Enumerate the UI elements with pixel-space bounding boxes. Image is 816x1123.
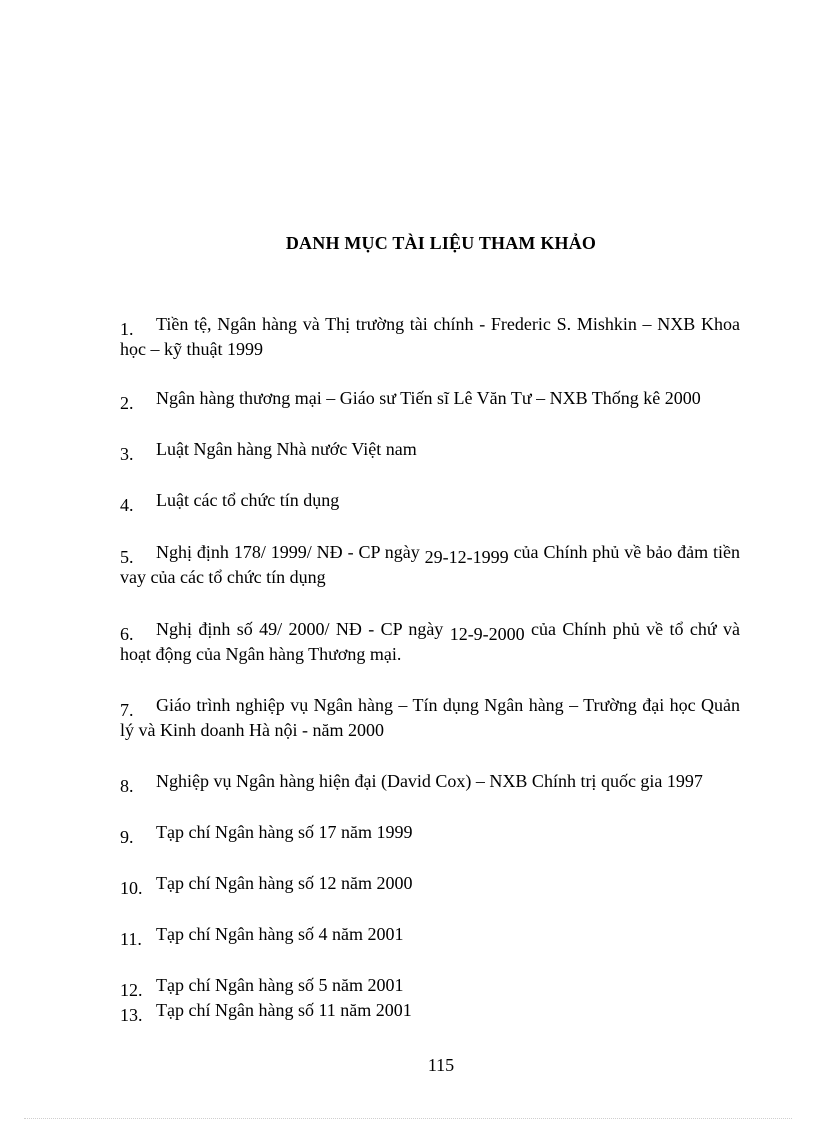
reference-item	[120, 488, 740, 513]
reference-text: Tạp chí Ngân hàng số 11 năm 2001	[156, 1000, 412, 1020]
reference-item	[120, 693, 740, 743]
reference-number: 7.	[120, 700, 134, 720]
reference-number: 9.	[120, 827, 134, 847]
reference-item	[120, 998, 740, 1023]
reference-date: 12-9-2000	[449, 624, 525, 644]
reference-item	[120, 871, 740, 896]
reference-number: 5.	[120, 547, 134, 567]
reference-text-start: Nghị định số 49/ 2000/ NĐ - CP ngày	[156, 619, 450, 639]
reference-item	[120, 769, 740, 794]
reference-number: 1.	[120, 319, 134, 339]
reference-item	[120, 437, 740, 462]
reference-number: 8.	[120, 776, 134, 796]
reference-text: Giáo trình nghiệp vụ Ngân hàng – Tín dụng Ngân hàng – Trường đại học Quản lý và Kinh doanh Hà nội - năm 2000	[120, 695, 740, 740]
reference-number: 10.	[120, 878, 143, 898]
reference-number: 2.	[120, 393, 134, 413]
reference-text-start: Nghị định 178/ 1999/ NĐ - CP ngày	[156, 542, 425, 562]
reference-text-end: của Chính phủ về tổ chứ và hoạt động của Ngân hàng Thương mại.	[120, 619, 740, 664]
reference-text: Tạp chí Ngân hàng số 17 năm 1999	[156, 822, 413, 842]
reference-item	[120, 312, 740, 362]
reference-text: Tạp chí Ngân hàng số 12 năm 2000	[156, 873, 413, 893]
page-bottom-rule	[24, 1118, 792, 1119]
reference-item	[120, 820, 740, 845]
reference-number: 6.	[120, 624, 134, 644]
reference-item	[120, 540, 740, 590]
reference-text: Luật Ngân hàng Nhà nước Việt nam	[156, 439, 417, 459]
reference-text: Tạp chí Ngân hàng số 4 năm 2001	[156, 924, 404, 944]
reference-text-end: của Chính phủ về bảo đảm tiền vay của các tổ chức tín dụng	[120, 542, 740, 587]
reference-item	[120, 386, 740, 411]
reference-item	[120, 922, 740, 947]
reference-text: Nghiệp vụ Ngân hàng hiện đại (David Cox) – NXB Chính trị quốc gia 1997	[156, 771, 703, 791]
reference-item	[120, 617, 740, 667]
reference-number: 13.	[120, 1005, 143, 1025]
reference-text: Tạp chí Ngân hàng số 5 năm 2001	[156, 975, 404, 995]
reference-date: 29-12-1999	[424, 547, 509, 567]
page-number: 115	[427, 1055, 455, 1075]
reference-item	[120, 973, 740, 998]
reference-text: Luật các tổ chức tín dụng	[156, 490, 340, 510]
reference-number: 4.	[120, 495, 134, 515]
reference-number: 12.	[120, 980, 143, 1000]
reference-text: Ngân hàng thương mại – Giáo sư Tiến sĩ Lê Văn Tư – NXB Thống kê 2000	[156, 388, 701, 408]
reference-text: Tiền tệ, Ngân hàng và Thị trường tài chính - Frederic S. Mishkin – NXB Khoa học – kỹ thuật 1999	[120, 314, 740, 359]
reference-number: 11.	[120, 929, 142, 949]
page-title: DANH MỤC TÀI LIỆU THAM KHẢO	[285, 233, 597, 253]
reference-number: 3.	[120, 444, 134, 464]
